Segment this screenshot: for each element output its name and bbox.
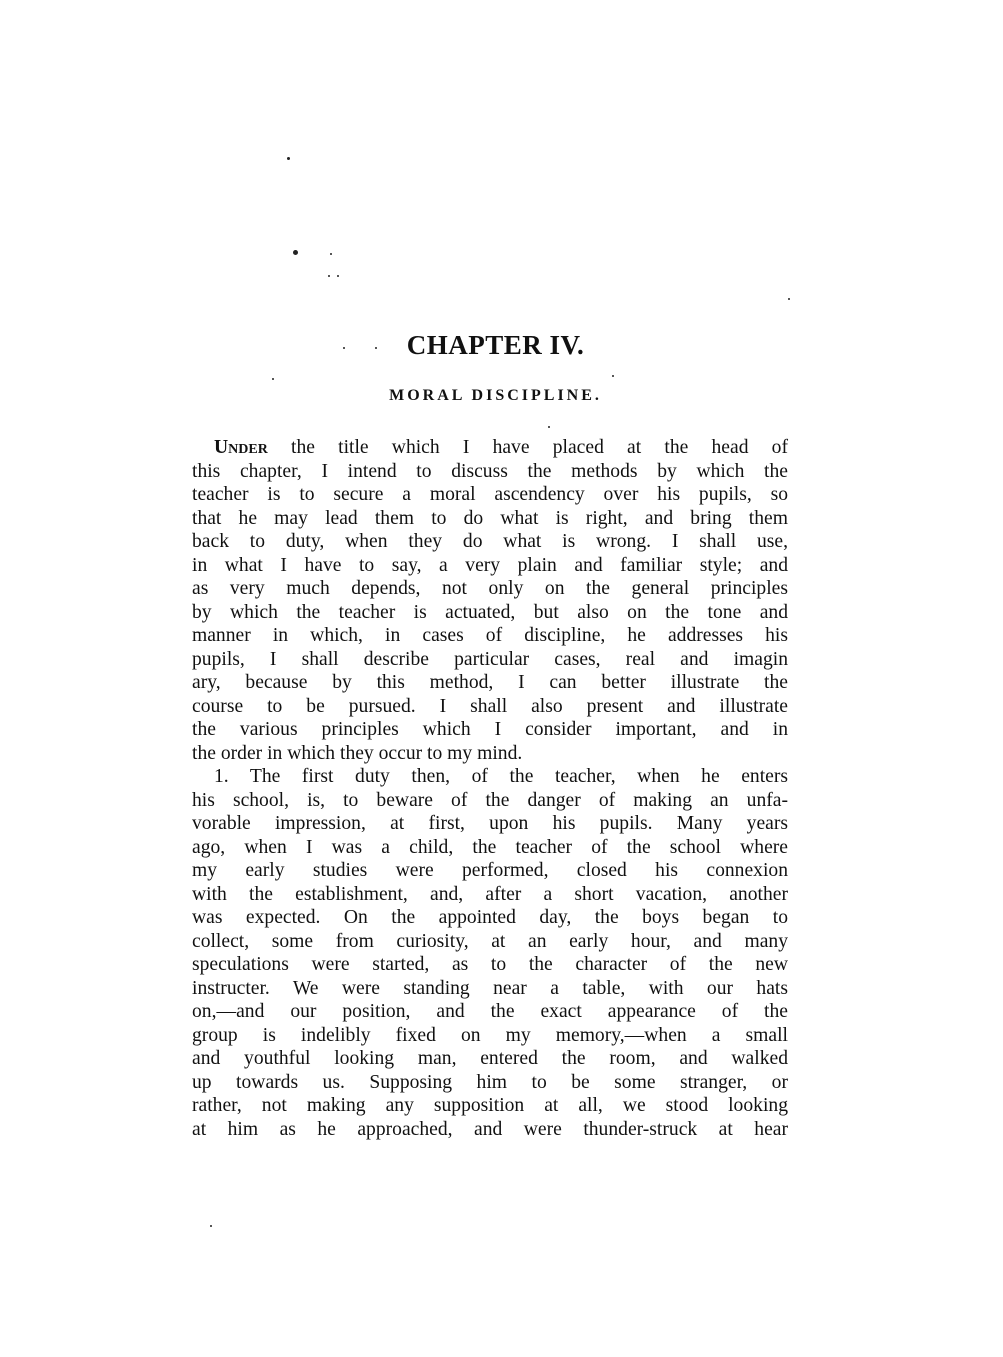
text-line: that he may lead them to do what is right, and bring them (192, 507, 788, 529)
section-heading (0, 387, 1003, 405)
section-heading-text: MORAL DISCIPLINE. (389, 387, 602, 404)
text-line: manner in which, in cases of discipline, he addresses his (192, 625, 788, 646)
text-line: was expected. On the appointed day, the boys began to (192, 907, 788, 928)
text-line: teacher is to secure a moral ascendency over his pupils, so (192, 484, 788, 505)
text-line: the various principles which I consider important, and in (192, 719, 788, 740)
text-line: in what I have to say, a very plain and familiar style; and (192, 554, 788, 576)
text-line: ago, when I was a child, the teacher of the school where (192, 836, 788, 858)
chapter-heading-text: CHAPTER IV. (406, 330, 585, 360)
text-line: the order in which they occur to my mind. (192, 742, 523, 764)
text-line: my early studies were performed, closed his connexion (192, 860, 788, 881)
scan-speck (287, 157, 290, 160)
text-line: vorable impression, at first, upon his pupils. Many years (192, 813, 788, 834)
text-line: as very much depends, not only on the general principles (192, 578, 788, 599)
scan-speck (210, 1225, 212, 1227)
text-line: and youthful looking man, entered the room, and walked (192, 1048, 788, 1069)
text-line: by which the teacher is actuated, but also on the tone and (192, 601, 788, 623)
text-line: group is indelibly fixed on my memory,—when a small (192, 1024, 788, 1046)
text-line: pupils, I shall describe particular cases, real and imagin (192, 648, 788, 670)
text-line: back to duty, when they do what is wrong. I shall use, (192, 531, 788, 552)
scan-speck (337, 275, 339, 277)
text-line: rather, not making any supposition at all, we stood looking (192, 1095, 788, 1116)
scan-speck (548, 426, 550, 428)
scan-speck (330, 253, 332, 255)
drop-word: Under (214, 437, 268, 458)
body-text (192, 436, 788, 1141)
text-line-content: the title which I have placed at the head of (267, 437, 788, 458)
text-line: collect, some from curiosity, at an early hour, and many (192, 930, 788, 952)
scan-speck (612, 375, 614, 377)
text-line: instructer. We were standing near a table, with our hats (192, 977, 788, 999)
scan-speck (293, 250, 298, 255)
text-line: his school, is, to beware of the danger of making an unfa- (192, 789, 788, 811)
text-line: course to be pursued. I shall also present and illustrate (192, 695, 788, 717)
text-line: this chapter, I intend to discuss the methods by which the (192, 460, 788, 482)
scan-speck (788, 298, 790, 300)
scan-speck (328, 275, 330, 277)
text-line: with the establishment, and, after a short vacation, another (192, 883, 788, 905)
text-line: at him as he approached, and were thunder-struck at hear (192, 1118, 788, 1140)
text-line: ary, because by this method, I can better illustrate the (192, 672, 788, 693)
text-line: up towards us. Supposing him to be some stranger, or (192, 1071, 788, 1093)
chapter-heading (0, 330, 1003, 361)
text-line: on,—and our position, and the exact appearance of the (192, 1001, 788, 1022)
text-line (192, 436, 788, 460)
text-line: speculations were started, as to the character of the new (192, 954, 788, 975)
scan-speck (272, 378, 274, 380)
text-line: 1. The first duty then, of the teacher, when he enters (214, 766, 788, 787)
